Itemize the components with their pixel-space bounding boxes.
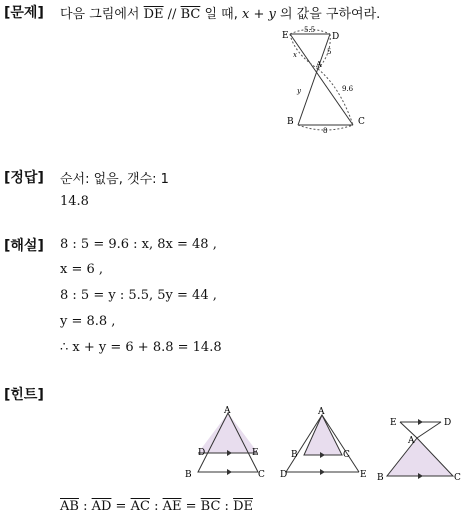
problem-text [60,3,380,22]
label-y: y [297,87,301,95]
arrow-bc-icon [227,469,232,475]
formula-eq-2: = [181,499,201,514]
answer-label: [정답] [4,170,44,186]
solution-line-5: ∴ x + y = 6 + 8.8 = 14.8 [60,340,222,355]
point-c-label: C [358,117,365,127]
point-e-label: E [282,31,289,41]
solution-line-3: 8 : 5 = y : 5.5, 5y = 44 , [60,288,217,303]
hint-figure-1 [182,405,272,480]
label-5: 5 [327,48,332,56]
label-96: 9.6 [342,85,354,93]
formula-ae: $\overline{AE}$ [162,499,182,514]
segment-bc: $\overline{BC}$ [180,7,201,22]
fig3-a: A [408,436,415,446]
triangle-abc-3 [387,438,453,476]
fig2-a: A [318,407,325,417]
fig3-d: D [444,418,452,428]
formula-de: $\overline{DE}$ [233,499,253,514]
fig3-b: B [377,473,384,483]
fig1-c: C [258,470,265,480]
arrow-ed3-icon [418,419,423,425]
label-x: x [293,51,297,59]
solution-label: [해설] [4,238,44,254]
answer-order-count: 순서: 없음, 갯수: 1 [60,172,169,187]
formula-bc: $\overline{BC}$ [200,499,221,514]
problem-text-prefix: 다음 그림에서 [60,7,144,22]
label-8: 8 [323,127,328,135]
hint-label: [힌트] [4,387,44,403]
fig2-c: C [343,450,350,460]
point-b-label: B [287,117,294,127]
segment-ec [290,34,353,125]
problem-figure [280,25,370,135]
fig1-b: B [185,470,192,480]
fig1-e: E [252,448,259,458]
point-d-label: D [332,32,340,42]
solution-line-4: y = 8.8 , [60,314,116,329]
fig1-a: A [224,406,231,416]
hint-formula [60,499,253,514]
point-a-label: A [316,60,322,69]
problem-text-mid: 일 때, [200,7,242,22]
solution-line-1: 8 : 5 = 9.6 : x, 8x = 48 , [60,237,217,252]
fig2-d: D [280,470,288,480]
label-top: 5.5 [304,26,316,34]
formula-sep-3: : [220,499,234,514]
formula-sep-1: : [78,499,92,514]
segment-db [298,34,330,125]
problem-expression: x + y [241,7,276,22]
formula-ad: $\overline{AD}$ [91,499,112,514]
fig2-e: E [360,470,367,480]
segment-de: $\overline{DE}$ [143,7,164,22]
formula-sep-2: : [149,499,163,514]
arrow-de2-icon [320,469,325,475]
fig3-e: E [390,418,397,428]
fig3-c: C [454,473,461,483]
problem-text-suffix: 의 값을 구하여라. [275,7,381,22]
shade-triangle [198,413,258,453]
formula-ab: $\overline{AB}$ [60,499,79,514]
hint-figure-3 [374,410,464,485]
solution-line-2: x = 6 , [60,262,104,277]
problem-label: [문제] [4,5,44,21]
formula-eq-1: = [111,499,131,514]
answer-value: 14.8 [60,194,89,209]
fig2-b: B [291,450,298,460]
formula-ac: $\overline{AC}$ [130,499,150,514]
segment-da [417,422,441,438]
hint-figure-2 [280,405,370,480]
parallel-sign: // [163,7,181,22]
fig1-d: D [198,448,206,458]
